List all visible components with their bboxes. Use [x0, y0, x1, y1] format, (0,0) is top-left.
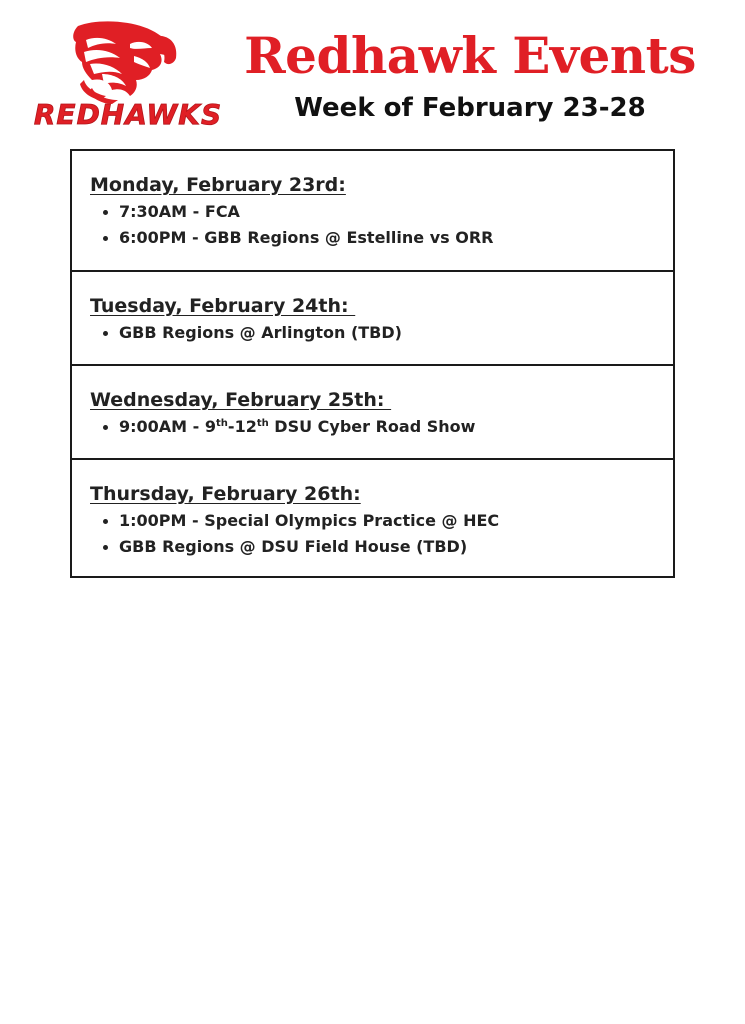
day-heading: Wednesday, February 25th:: [90, 389, 392, 411]
event-text-prefix: 9:00AM - 9: [119, 417, 217, 436]
event-list: [90, 508, 655, 560]
ordinal-suffix: th: [216, 418, 228, 429]
day-block-thursday: [72, 458, 673, 576]
event-item: 7:30AM - FCA: [90, 199, 655, 225]
event-text-suffix: DSU Cyber Road Show: [268, 417, 476, 436]
event-item: GBB Regions @ Arlington (TBD): [90, 320, 655, 346]
day-block-tuesday: [72, 270, 673, 364]
event-item: 1:00PM - Special Olympics Practice @ HEC: [90, 508, 655, 534]
event-item: GBB Regions @ DSU Field House (TBD): [90, 534, 655, 560]
day-heading: Monday, February 23rd:: [90, 174, 346, 196]
page-title: Redhawk Events: [244, 26, 696, 85]
event-list: [90, 320, 655, 346]
event-item: 6:00PM - GBB Regions @ Estelline vs ORR: [90, 225, 655, 251]
events-schedule: [70, 149, 675, 578]
day-block-monday: [72, 151, 673, 270]
event-list: [90, 414, 655, 440]
event-text-middle: -12: [227, 417, 257, 436]
day-heading: Thursday, February 26th:: [90, 483, 361, 505]
event-list: [90, 199, 655, 251]
page-subtitle: Week of February 23-28: [294, 93, 646, 123]
ordinal-suffix: th: [256, 418, 269, 429]
event-item: [90, 414, 655, 440]
day-heading: Tuesday, February 24th:: [90, 295, 356, 317]
day-block-wednesday: [72, 364, 673, 458]
logo-wordmark: REDHAWKS: [33, 98, 223, 130]
hawk-head-icon: [73, 21, 176, 104]
redhawks-logo: [26, 18, 231, 130]
